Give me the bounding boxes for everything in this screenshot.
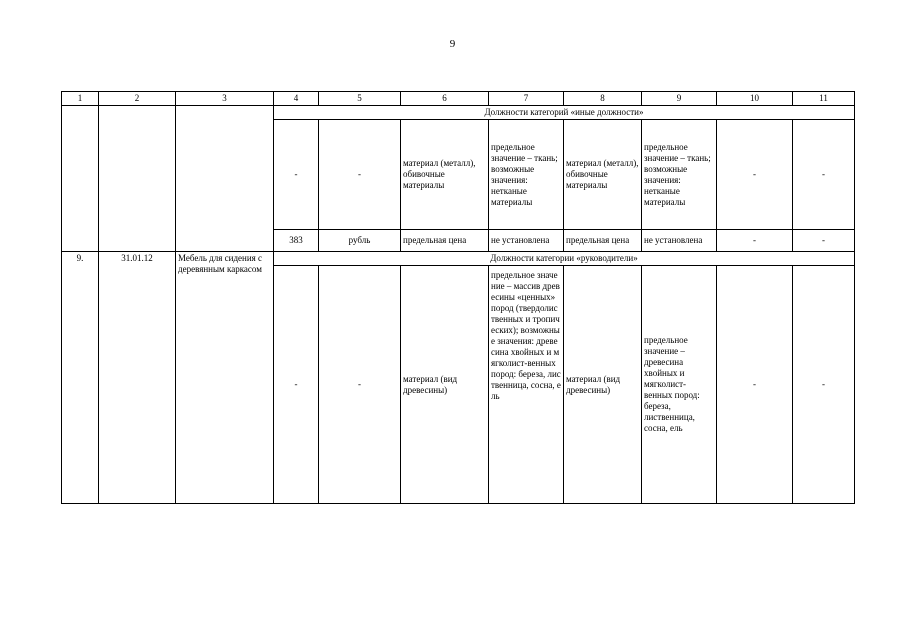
page-number: 9 — [449, 38, 456, 50]
cell-c5: - — [319, 120, 401, 230]
item-number: 9. — [62, 252, 99, 504]
cell-c8: предельная цена — [564, 230, 642, 252]
cell-c9: предельное значение – ткань; возможные значения: нетканые материалы — [642, 120, 717, 230]
header-cell: 5 — [319, 92, 401, 106]
cell-c7: предельное значение – массив древесины «ценных» пород (твердолиственных и тропических); возможные значения: древесина хвойных и мягколист-венных пород: береза, лиственница, сосна, ель — [489, 266, 564, 504]
cell-c8: материал (металл), обивочные материалы — [564, 120, 642, 230]
header-cell: 8 — [564, 92, 642, 106]
cell-c11: - — [793, 120, 855, 230]
item-name-cell — [176, 106, 274, 252]
header-cell: 7 — [489, 92, 564, 106]
cell-c10: - — [717, 230, 793, 252]
header-cell: 9 — [642, 92, 717, 106]
category-label-managers: Должности категории «руководители» — [274, 252, 855, 266]
cell-c8: материал (вид древесины) — [564, 266, 642, 504]
requirements-table — [61, 91, 855, 504]
cell-c5: - — [319, 266, 401, 504]
header-cell: 4 — [274, 92, 319, 106]
item-number-cell — [62, 106, 99, 252]
category-row-managers — [62, 252, 855, 266]
cell-c7: предельное значение – ткань; возможные значения: нетканые материалы — [489, 120, 564, 230]
item-code-cell — [99, 106, 176, 252]
header-cell: 2 — [99, 92, 176, 106]
header-cell: 3 — [176, 92, 274, 106]
cell-c9: не установлена — [642, 230, 717, 252]
cell-c4: 383 — [274, 230, 319, 252]
cell-c5: рубль — [319, 230, 401, 252]
header-row — [62, 92, 855, 106]
cell-c6: предельная цена — [401, 230, 489, 252]
category-row-other — [62, 106, 855, 120]
header-cell: 10 — [717, 92, 793, 106]
item-name: Мебель для сидения с деревянным каркасом — [176, 252, 274, 504]
cell-c6: материал (вид древесины) — [401, 266, 489, 504]
item-code: 31.01.12 — [99, 252, 176, 504]
cell-c4: - — [274, 266, 319, 504]
cell-c10: - — [717, 266, 793, 504]
cell-c9: предельное значение – древесина хвойных и мягколист-венных пород: береза, лиственница, сосна, ель — [642, 266, 717, 504]
category-label-other: Должности категорий «иные должности» — [274, 106, 855, 120]
cell-c6: материал (металл), обивочные материалы — [401, 120, 489, 230]
header-cell: 11 — [793, 92, 855, 106]
cell-c4: - — [274, 120, 319, 230]
cell-c10: - — [717, 120, 793, 230]
cell-c7: не установлена — [489, 230, 564, 252]
cell-c11: - — [793, 230, 855, 252]
cell-c11: - — [793, 266, 855, 504]
header-cell: 6 — [401, 92, 489, 106]
header-cell: 1 — [62, 92, 99, 106]
